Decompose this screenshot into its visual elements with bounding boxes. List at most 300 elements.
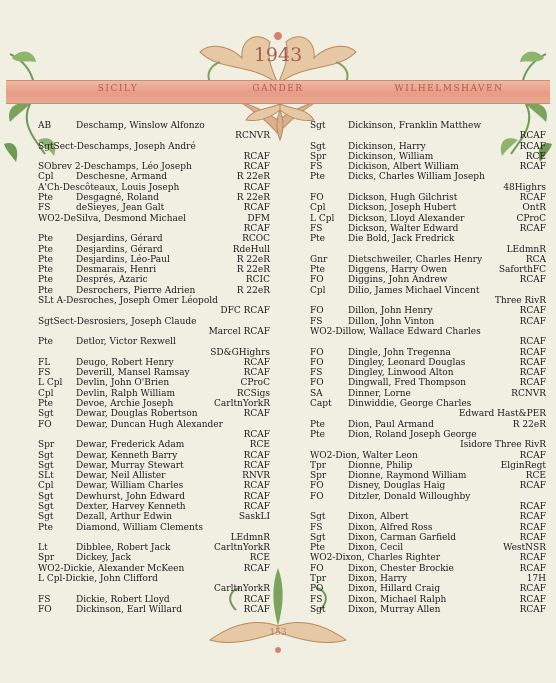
entry-rank: Tpr [310, 460, 327, 471]
entry-unit: SaskLI [238, 512, 270, 523]
entry-name: deSieyes, Jean Galt [76, 203, 165, 214]
entry-unit: RCAF [519, 563, 546, 574]
entry-unit: Edward Hast&PER [458, 409, 546, 420]
entry-unit: DFM [247, 213, 270, 224]
entry-rank: Sgt [310, 141, 326, 152]
roll-entry [310, 368, 546, 378]
roll-entry [310, 409, 546, 419]
roll-entry [310, 172, 546, 182]
roll-entry [38, 451, 270, 461]
entry-rank: FO [310, 306, 324, 317]
entry-name: L Cpl-Dickie, John Clifford [38, 574, 158, 585]
entry-name: Dixon, Carman Garfield [348, 532, 457, 543]
entry-rank: Pte [38, 399, 53, 410]
entry-rank: Pte [38, 285, 53, 296]
entry-rank: Sgt [310, 532, 326, 543]
entry-name: Després, Azaric [76, 275, 148, 286]
entry-name: Dewar, Kenneth Barry [76, 450, 178, 461]
entry-unit: RCAF [519, 481, 546, 492]
roll-entry [310, 183, 546, 193]
entry-rank: Pte [38, 244, 53, 255]
entry-rank: Spr [38, 553, 55, 564]
entry-name: Dionne, Philip [348, 460, 413, 471]
entry-name: Dicks, Charles William Joseph [348, 172, 485, 183]
roll-entry [310, 275, 546, 285]
entry-rank: Cpl [38, 481, 54, 492]
entry-name: Dickson, Walter Edward [348, 223, 459, 234]
entry-unit: RCE [525, 151, 546, 162]
entry-name: Dillon, John Vinton [348, 316, 435, 327]
entry-rank: FL [38, 357, 51, 368]
entry-rank: SLt [38, 471, 54, 482]
roll-entry [310, 245, 546, 255]
entry-name: Deugo, Robert Henry [76, 357, 174, 368]
entry-name: Dingwall, Fred Thompson [348, 378, 467, 389]
roll-entry [38, 317, 270, 327]
entry-rank: Cpl [310, 285, 326, 296]
entry-name: Dixon, Alfred Ross [348, 522, 433, 533]
entry-rank: Cpl [38, 172, 54, 183]
entry-rank: Pte [38, 254, 53, 265]
entry-rank: FS [310, 223, 323, 234]
entry-name: Dibblee, Robert Jack [76, 543, 171, 554]
entry-unit: R 22eR [236, 265, 270, 276]
roll-entry [310, 131, 546, 141]
entry-unit: RCAF [519, 162, 546, 173]
roll-entry [310, 162, 546, 172]
entry-unit: RCAF [519, 522, 546, 533]
entry-unit: RCOC [242, 234, 270, 245]
entry-name: Dinwiddie, George Charles [348, 399, 472, 410]
entry-name: Dewar, Duncan Hugh Alexander [76, 419, 223, 430]
entry-unit: RNVR [242, 471, 270, 482]
entry-name: Dillon, John Henry [348, 306, 433, 317]
roll-entry [38, 378, 270, 388]
entry-name: Desgagné, Roland [76, 193, 159, 204]
entry-rank: Sgt [38, 460, 54, 471]
entry-unit: RCE [525, 471, 546, 482]
entry-rank: L Cpl [310, 213, 335, 224]
entry-unit: CProC [516, 213, 546, 224]
entry-name: Dixon, Albert [348, 512, 409, 523]
entry-rank: Pte [310, 429, 325, 440]
entry-rank: Pte [310, 234, 325, 245]
entry-unit: RCAF [243, 368, 270, 379]
entry-unit: OntR [522, 203, 546, 214]
roll-entry [310, 471, 546, 481]
entry-name: Dickson, Hugh Gilchrist [348, 193, 458, 204]
roll-entry [310, 451, 546, 461]
entry-rank: Sgt [38, 501, 54, 512]
entry-unit: ElginRegt [500, 460, 546, 471]
entry-name: WO2-Dickie, Alexander McKeen [38, 563, 185, 574]
entry-name: Dickey, Jack [76, 553, 131, 564]
entry-rank: Sgt [310, 512, 326, 523]
entry-rank: PO [310, 584, 324, 595]
entry-name: Dickinson, Franklin Matthew [348, 121, 482, 131]
entry-rank: Spr [310, 471, 327, 482]
entry-unit: RCAF [243, 223, 270, 234]
roll-entry [38, 172, 270, 182]
roll-entry [310, 440, 546, 450]
roll-entry [38, 286, 270, 296]
entry-unit: RCAF [519, 368, 546, 379]
entry-name: Disney, Douglas Haig [348, 481, 446, 492]
roll-entry [38, 275, 270, 285]
roll-entry [310, 512, 546, 522]
entry-name: Detlor, Victor Rexwell [76, 337, 176, 348]
entry-name: Die Bold, Jack Fredrick [348, 234, 455, 245]
entry-name: Dilio, James Michael Vincent [348, 285, 480, 296]
page-number: 153 [269, 628, 287, 638]
roll-entry [38, 605, 270, 615]
entry-unit: RCAF [243, 429, 270, 440]
entry-name: Deschamp, Winslow Alfonzo [76, 121, 205, 131]
roll-entry [38, 543, 270, 553]
entry-name: WO2-Dixon, Charles Righter [310, 553, 440, 564]
entry-name: Dionne, Raymond William [348, 471, 467, 482]
entry-unit: RCAF [519, 378, 546, 389]
entry-unit: RCAF [243, 162, 270, 173]
roll-entry [38, 296, 270, 306]
roll-entry [38, 183, 270, 193]
entry-unit: RCAF [519, 604, 546, 615]
entry-unit: CarltnYorkR [214, 543, 270, 554]
entry-unit: RCAF [243, 604, 270, 615]
roll-entry [310, 378, 546, 388]
entry-unit: RCAF [519, 553, 546, 564]
entry-unit: RCAF [519, 131, 546, 142]
entry-rank: AB [38, 121, 52, 131]
roll-entry [310, 265, 546, 275]
entry-unit: RCAF [243, 151, 270, 162]
entry-name: Dewar, Douglas Robertson [76, 409, 198, 420]
entry-unit: Three RivR [494, 296, 546, 307]
entry-rank: Pte [38, 234, 53, 245]
entry-name: Dingley, Linwood Alton [348, 368, 454, 379]
entry-unit: RCAF [243, 409, 270, 420]
entry-unit: R 22eR [236, 285, 270, 296]
entry-unit: RCAF [243, 357, 270, 368]
roll-entry [38, 389, 270, 399]
roll-entry [38, 461, 270, 471]
entry-unit: R 22eR [236, 254, 270, 265]
roll-entry [38, 440, 270, 450]
entry-rank: FS [310, 316, 323, 327]
entry-unit: CarltnYorkR [214, 399, 270, 410]
entry-rank: FS [310, 162, 323, 173]
entry-rank: Pte [38, 337, 53, 348]
entry-unit: RCAF [519, 347, 546, 358]
entry-rank: FS [38, 594, 51, 605]
roll-entry [38, 574, 270, 584]
entry-name: Dickson, Joseph Hubert [348, 203, 457, 214]
roll-entry [310, 564, 546, 574]
entry-rank: FO [38, 604, 52, 615]
roll-entry [38, 327, 270, 337]
roll-entry [310, 234, 546, 244]
roll-entry [38, 203, 270, 213]
roll-entry [310, 481, 546, 491]
entry-name: Dickie, Robert Lloyd [76, 594, 170, 605]
entry-unit: RCAF [519, 275, 546, 286]
roll-entry [310, 203, 546, 213]
entry-name: Dixon, Chester Brockie [348, 563, 454, 574]
entry-unit: RCE [249, 553, 270, 564]
roll-entry [38, 595, 270, 605]
entry-unit: R 22eR [236, 193, 270, 204]
roll-entry [310, 533, 546, 543]
roll-entry [38, 214, 270, 224]
roll-entry [310, 389, 546, 399]
entry-name: Diggins, John Andrew [348, 275, 448, 286]
entry-name: Dewar, Neil Allister [76, 471, 166, 482]
entry-name: Desrochers, Pierre Adrien [76, 285, 196, 296]
entry-unit: LEdmnR [230, 532, 270, 543]
entry-rank: Sgt [38, 491, 54, 502]
entry-rank: SA [310, 388, 323, 399]
entry-unit: RCNVR [511, 388, 546, 399]
roll-entry [310, 193, 546, 203]
entry-unit: RCNVR [235, 131, 270, 142]
entry-name: Devlin, John O'Brien [76, 378, 170, 389]
entry-name: Dewhurst, John Edward [76, 491, 186, 502]
roll-entry [38, 142, 270, 152]
entry-name: Dewar, Murray Stewart [76, 460, 184, 471]
entry-rank: Pte [310, 265, 325, 276]
entry-rank: Pte [310, 419, 325, 430]
entry-rank: Sgt [38, 450, 54, 461]
entry-rank: FO [310, 481, 324, 492]
entry-unit: RCAF [519, 141, 546, 152]
entry-unit: RCAF [519, 594, 546, 605]
roll-entry [310, 502, 546, 512]
entry-name: Dixon, Murray Allen [348, 604, 441, 615]
roll-entry [310, 543, 546, 553]
entry-rank: Pte [38, 275, 53, 286]
entry-rank: Cpl [38, 388, 54, 399]
entry-unit: RCAF [243, 491, 270, 502]
entry-name: WO2-Dion, Walter Leon [310, 450, 418, 461]
entry-unit: RCAF [519, 532, 546, 543]
entry-rank: Lt [38, 543, 48, 554]
entry-name: Dickinson, Harry [348, 141, 426, 152]
roll-entry [38, 481, 270, 491]
roll-entry [38, 131, 270, 141]
entry-unit: RCAF [243, 563, 270, 574]
entry-rank: FS [310, 368, 323, 379]
entry-name: Dixon, Hillard Craig [348, 584, 441, 595]
entry-unit: RCAF [519, 450, 546, 461]
entry-rank: FS [38, 203, 51, 214]
entry-unit: LEdmnR [506, 244, 546, 255]
roll-entry [38, 348, 270, 358]
roll-entry [310, 430, 546, 440]
entry-unit: RCAF [243, 501, 270, 512]
entry-rank: FS [38, 368, 51, 379]
roll-entry [38, 512, 270, 522]
entry-name: SLt A-Desroches, Joseph Omer Léopold [38, 296, 218, 307]
entry-unit: Marcel RCAF [208, 326, 270, 337]
entry-rank: L Cpl [38, 378, 63, 389]
entry-name: Desjardins, Léo-Paul [76, 254, 170, 265]
entry-unit: SD&GHighrs [210, 347, 270, 358]
entry-unit: SaforthFC [498, 265, 546, 276]
roll-entry [38, 553, 270, 563]
roll-entry [310, 348, 546, 358]
banner-left-text: SICILY [97, 84, 139, 94]
entry-name: Deverill, Mansel Ramsay [76, 368, 190, 379]
roll-entry [38, 245, 270, 255]
roll-entry [38, 420, 270, 430]
roll-entry [310, 306, 546, 316]
entry-rank: Gnr [310, 254, 328, 265]
entry-name: Dickison, Albert William [348, 162, 459, 173]
entry-unit: RCAF [519, 584, 546, 595]
roll-entry [38, 337, 270, 347]
entry-name: WO2-DeSilva, Desmond Michael [38, 213, 187, 224]
entry-name: Desjardins, Gérard [76, 234, 163, 245]
roll-entry [310, 358, 546, 368]
entry-unit: CarltnYorkR [214, 584, 270, 595]
roll-entry [38, 306, 270, 316]
entry-unit: CProC [240, 378, 270, 389]
roll-entry [38, 523, 270, 533]
entry-rank: Sgt [310, 121, 326, 131]
entry-unit: Isidore Three RivR [460, 440, 546, 451]
entry-unit: RCA [525, 254, 546, 265]
entry-rank: Capt [310, 399, 332, 410]
entry-name: Dickinson, Earl Willard [76, 604, 182, 615]
roll-entry [310, 584, 546, 594]
entry-rank: Pte [38, 522, 53, 533]
roll-column-left [38, 121, 270, 615]
entry-unit: DFC RCAF [220, 306, 270, 317]
roll-entry [310, 420, 546, 430]
entry-name: WO2-Dillow, Wallace Edward Charles [310, 326, 481, 337]
roll-entry [38, 152, 270, 162]
roll-entry [38, 255, 270, 265]
entry-name: A'Ch-Descôteaux, Louis Joseph [38, 182, 180, 193]
entry-rank: FO [310, 357, 324, 368]
entry-unit: RCAF [243, 460, 270, 471]
entry-rank: FS [310, 594, 323, 605]
entry-rank: Spr [38, 440, 55, 451]
entry-rank: Pte [310, 172, 325, 183]
entry-rank: FO [310, 491, 324, 502]
entry-unit: RCAF [519, 306, 546, 317]
entry-rank: FO [310, 378, 324, 389]
entry-name: Dingley, Leonard Douglas [348, 357, 466, 368]
roll-entry [310, 337, 546, 347]
roll-entry [310, 595, 546, 605]
entry-name: SgtSect-Deschamps, Joseph André [38, 141, 196, 152]
entry-rank: Sgt [38, 512, 54, 523]
entry-name: Diggens, Harry Owen [348, 265, 448, 276]
entry-unit: 17H [526, 574, 546, 585]
roll-entry [38, 121, 270, 131]
roll-entry [38, 368, 270, 378]
roll-entry [310, 461, 546, 471]
roll-entry [38, 471, 270, 481]
entry-unit: R 22eR [236, 172, 270, 183]
entry-rank: FO [310, 275, 324, 286]
roll-entry [310, 296, 546, 306]
roll-entry [310, 317, 546, 327]
entry-unit: RCAF [243, 481, 270, 492]
entry-rank: Pte [310, 543, 325, 554]
roll-entry [310, 327, 546, 337]
entry-name: Dickinson, William [348, 151, 434, 162]
entry-unit: RCAF [243, 182, 270, 193]
entry-name: Desmarais, Henri [76, 265, 157, 276]
entry-unit: RCAF [519, 501, 546, 512]
entry-name: Dewar, William Charles [76, 481, 184, 492]
entry-unit: RCAF [519, 316, 546, 327]
entry-name: Dietschweiler, Charles Henry [348, 254, 483, 265]
roll-entry [38, 502, 270, 512]
entry-unit: RCIC [245, 275, 270, 286]
roll-entry [38, 430, 270, 440]
entry-name: Dingle, John Tregenna [348, 347, 451, 358]
entry-unit: RCAF [519, 193, 546, 204]
entry-rank: Sgt [38, 409, 54, 420]
entry-rank: FO [310, 563, 324, 574]
roll-entry [310, 286, 546, 296]
entry-name: Dexter, Harvey Kenneth [76, 501, 186, 512]
banner-right-text: WILHELMSHAVEN [394, 84, 504, 94]
entry-unit: WestNSR [503, 543, 546, 554]
entry-rank: Sgt [310, 604, 326, 615]
entry-unit: RCAF [519, 337, 546, 348]
roll-entry [310, 142, 546, 152]
roll-entry [38, 234, 270, 244]
roll-entry [310, 255, 546, 265]
roll-entry [38, 409, 270, 419]
entry-name: SgtSect-Desrosiers, Joseph Claude [38, 316, 197, 327]
roll-entry [310, 214, 546, 224]
entry-rank: Spr [310, 151, 327, 162]
entry-name: Devlin, Ralph William [76, 388, 176, 399]
entry-unit: R 22eR [512, 419, 546, 430]
roll-entry [310, 605, 546, 615]
roll-entry [310, 399, 546, 409]
roll-entry [310, 492, 546, 502]
roll-entry [310, 224, 546, 234]
roll-entry [310, 553, 546, 563]
entry-rank: FS [310, 522, 323, 533]
roll-entry [310, 574, 546, 584]
roll-entry [310, 152, 546, 162]
entry-rank: Tpr [310, 574, 327, 585]
entry-unit: RCSigs [236, 388, 270, 399]
entry-name: Dixon, Michael Ralph [348, 594, 447, 605]
roll-entry [38, 584, 270, 594]
entry-rank: Cpl [310, 203, 326, 214]
entry-name: Deschesne, Armand [76, 172, 168, 183]
entry-rank: FO [38, 419, 52, 430]
roll-entry [38, 193, 270, 203]
entry-rank: Pte [38, 193, 53, 204]
entry-name: Dewar, Frederick Adam [76, 440, 185, 451]
roll-entry [38, 492, 270, 502]
entry-name: Dickson, Lloyd Alexander [348, 213, 465, 224]
year-heading: 1943 [253, 44, 303, 66]
entry-unit: RCE [249, 440, 270, 451]
entry-unit: RCAF [243, 594, 270, 605]
entry-unit: RdeHull [232, 244, 270, 255]
roll-entry [310, 523, 546, 533]
